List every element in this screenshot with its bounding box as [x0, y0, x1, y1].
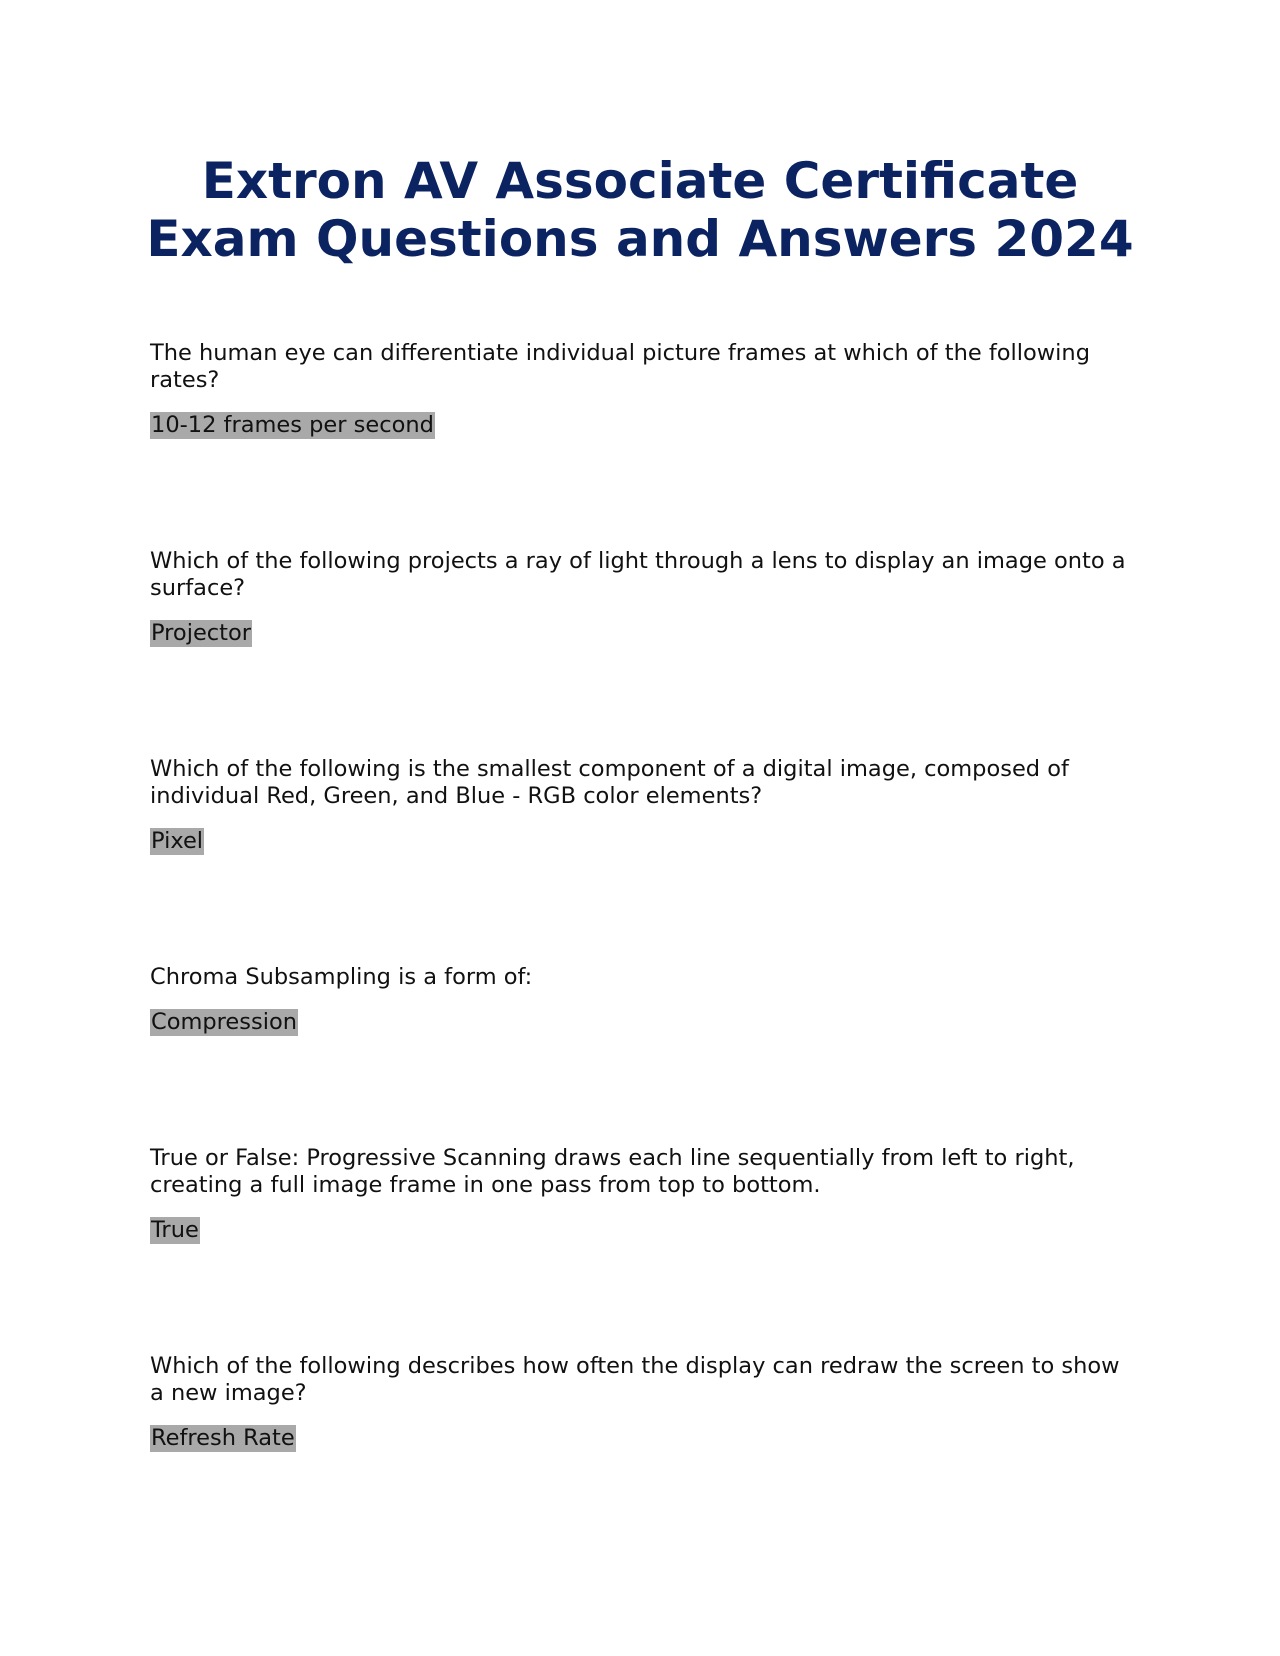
qa-item-3: [150, 756, 1140, 855]
answer-text: Refresh Rate: [151, 1425, 295, 1451]
answer-text: 10-12 frames per second: [151, 412, 434, 438]
answer-text: True: [151, 1217, 199, 1243]
question-text: Which of the following is the smallest component of a digital image, composed of individual Red, Green, and Blue - RGB color elements?: [150, 756, 1069, 809]
qa-item-6: [150, 1353, 1140, 1452]
question-text: Which of the following describes how often the display can redraw the screen to show a new image?: [150, 1353, 1120, 1406]
question-text: The human eye can differentiate individual picture frames at which of the following rates?: [150, 340, 1090, 393]
title-line-2: Exam Questions and Answers 2024: [146, 210, 1134, 268]
question-text: True or False: Progressive Scanning draws each line sequentially from left to right, creating a full image frame in one pass from top to bottom.: [150, 1145, 1075, 1198]
answer-text: Projector: [151, 620, 251, 646]
question-text: Chroma Subsampling is a form of:: [150, 964, 533, 990]
qa-item-2: [150, 548, 1140, 647]
qa-item-5: [150, 1145, 1140, 1244]
document-title: [0, 152, 1280, 268]
question-text: Which of the following projects a ray of light through a lens to display an image onto a surface?: [150, 548, 1126, 601]
title-line-1: Extron AV Associate Certificate: [201, 152, 1079, 210]
answer-text: Compression: [151, 1009, 297, 1035]
qa-item-1: [150, 340, 1140, 439]
qa-item-4: [150, 964, 1140, 1036]
answer-text: Pixel: [151, 828, 204, 854]
